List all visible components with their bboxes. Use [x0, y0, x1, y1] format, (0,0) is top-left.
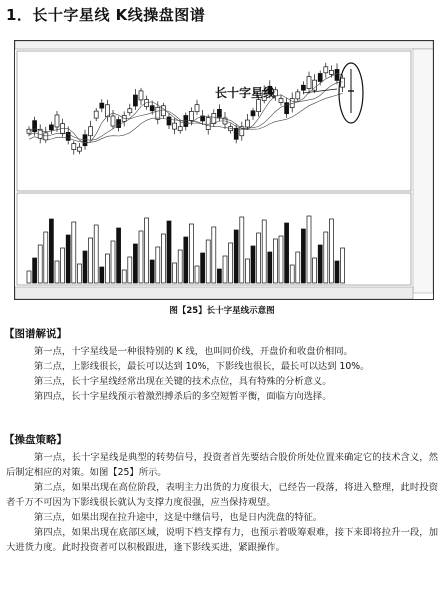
volume-bar	[38, 245, 42, 283]
candle-body	[206, 118, 210, 130]
volume-bar	[324, 232, 328, 283]
section-explanation-body	[6, 344, 438, 404]
volume-bar	[301, 229, 305, 283]
section-heading-explanation: 【图谱解说】	[4, 328, 67, 340]
candle-body	[245, 120, 249, 127]
candle-body	[279, 99, 283, 103]
volume-bar	[335, 261, 339, 283]
candle-body	[257, 100, 261, 112]
volume-bar	[133, 244, 137, 283]
candle-body	[324, 67, 328, 73]
explanation-point-4: 第四点，长十字星线预示着激烈搏杀后的多空短暂平衡，面临方向选择。	[34, 391, 332, 402]
volume-bar	[117, 228, 121, 283]
volume-bar	[184, 237, 188, 283]
kline-chart-svg	[15, 41, 433, 299]
volume-bar	[111, 241, 115, 283]
volume-bar	[251, 246, 255, 283]
volume-bar	[268, 252, 272, 283]
volume-bar	[240, 217, 244, 283]
strategy-point-1: 第一点，长十字星线是典型的转势信号，投资者首先要结合股价所处位置来确定它的技术含义，然后制定相应的对策。如图【25】所示。	[6, 452, 438, 478]
candle-body	[161, 106, 165, 116]
volume-bar	[285, 223, 289, 283]
volume-bar	[72, 222, 76, 283]
volume-bar	[290, 265, 294, 283]
volume-bar	[257, 233, 261, 283]
candle-body	[251, 111, 255, 116]
candle-body	[150, 106, 154, 111]
volume-bar	[229, 243, 233, 283]
volume-bar	[89, 238, 93, 283]
volume-bar	[167, 221, 171, 283]
candle-body	[117, 120, 121, 128]
volume-bar	[262, 220, 266, 283]
volume-bar	[44, 232, 48, 283]
candle-body	[167, 117, 171, 125]
volume-bar	[100, 267, 104, 283]
volume-bar	[49, 219, 53, 283]
moving-average-line	[29, 82, 343, 140]
volume-bar	[245, 259, 249, 283]
volume-bar	[313, 258, 317, 283]
candle-body	[72, 144, 76, 150]
candle-body	[94, 111, 98, 118]
candle-body	[173, 123, 177, 129]
explanation-point-2: 第二点，上影线很长，最长可以达到 10%，下影线也很长，最长可以达到 10%。	[34, 361, 370, 372]
chart-toolbar	[15, 41, 433, 49]
candle-body	[307, 77, 311, 89]
doji-annotation-label: 长十字星线	[215, 86, 276, 100]
kline-chart-figure	[14, 40, 434, 300]
volume-bar	[156, 247, 160, 283]
volume-bar	[105, 254, 109, 283]
strategy-point-4: 第四点，如果出现在底部区域，说明下档支撑有力，也预示着吸筹艰难，接下来即将拉升一段，加大进货力度。此时投资者可以积极跟进，逢下影线买进，紧跟操作。	[6, 527, 438, 553]
candle-body	[27, 129, 31, 133]
strategy-point-3: 第三点，如果出现在拉升途中，这是中继信号，也是日内洗盘的特征。	[34, 512, 323, 523]
candle-body	[301, 85, 305, 90]
candle-body	[212, 113, 216, 123]
section-strategy-body	[6, 450, 438, 555]
volume-bar	[66, 235, 70, 283]
volume-bar	[206, 240, 210, 283]
volume-bar	[139, 231, 143, 283]
candle-body	[189, 111, 193, 120]
volume-bars	[27, 216, 345, 283]
candle-body	[33, 121, 37, 132]
volume-bar	[27, 271, 31, 283]
volume-bar	[296, 252, 300, 283]
volume-bar	[161, 234, 165, 283]
volume-bar	[307, 216, 311, 283]
volume-bar	[195, 266, 199, 283]
volume-bar	[217, 269, 221, 283]
volume-bar	[61, 248, 65, 283]
candle-body	[55, 115, 59, 127]
candle-body	[178, 127, 182, 131]
page-title: 1．长十字星线 K线操盘图谱	[6, 6, 206, 24]
section-heading-strategy: 【操盘策略】	[4, 434, 67, 446]
candle-body	[234, 128, 238, 139]
explanation-point-1: 第一点，十字星线是一种很特别的 K 线，也叫同价线，开盘价和收盘价相同。	[34, 346, 353, 357]
candle-body	[195, 105, 199, 112]
volume-bar	[212, 227, 216, 283]
candle-body	[128, 109, 132, 113]
volume-bar	[234, 230, 238, 283]
volume-bar	[178, 250, 182, 283]
strategy-point-2: 第二点，如果出现在高位阶段，表明主力出货的力度很大，已经告一段落，将进入整理，此时投资者千万不可因为下影线很长就认为支撑力度很强，应当保持观望。	[6, 482, 438, 508]
volume-bar	[55, 261, 59, 283]
candle-body	[44, 133, 48, 140]
candle-body	[296, 92, 300, 99]
candle-body	[318, 73, 322, 81]
volume-bar	[150, 260, 154, 283]
volume-bar	[279, 236, 283, 283]
volume-bar	[94, 225, 98, 283]
volume-bar	[329, 219, 333, 283]
volume-bar	[223, 256, 227, 283]
candle-body	[217, 109, 221, 117]
candle-body	[100, 103, 104, 108]
candle-body	[83, 135, 87, 146]
candle-body	[139, 91, 143, 100]
candle-body	[156, 107, 160, 119]
annotation-arrow	[303, 89, 337, 93]
moving-average-line	[29, 74, 343, 144]
volume-bar	[122, 270, 126, 283]
candle-body	[133, 95, 137, 106]
figure-caption: 图【25】长十字星线示意图	[169, 306, 275, 316]
candle-body	[341, 78, 345, 87]
moving-average-lines	[29, 74, 343, 144]
volume-bar	[341, 248, 345, 283]
candle-body	[89, 127, 93, 136]
volume-bar	[318, 245, 322, 283]
volume-bar	[173, 263, 177, 283]
volume-bar	[189, 224, 193, 283]
candle-body	[111, 116, 115, 126]
volume-bar	[145, 218, 149, 283]
candle-body	[335, 69, 339, 80]
volume-bar	[83, 251, 87, 283]
volume-bar	[128, 257, 132, 283]
volume-bar	[77, 264, 81, 283]
candle-body	[77, 147, 81, 151]
chart-bottom-tabs	[15, 287, 413, 299]
explanation-point-3: 第三点，长十字星线经常出现在关键的技术点位，具有特殊的分析意义。	[34, 376, 332, 387]
volume-bar	[273, 239, 277, 283]
volume-bar	[201, 253, 205, 283]
candle-body	[49, 125, 53, 130]
volume-bar	[33, 258, 37, 283]
chart-side-tabs	[413, 49, 433, 293]
candle-body	[329, 70, 333, 74]
